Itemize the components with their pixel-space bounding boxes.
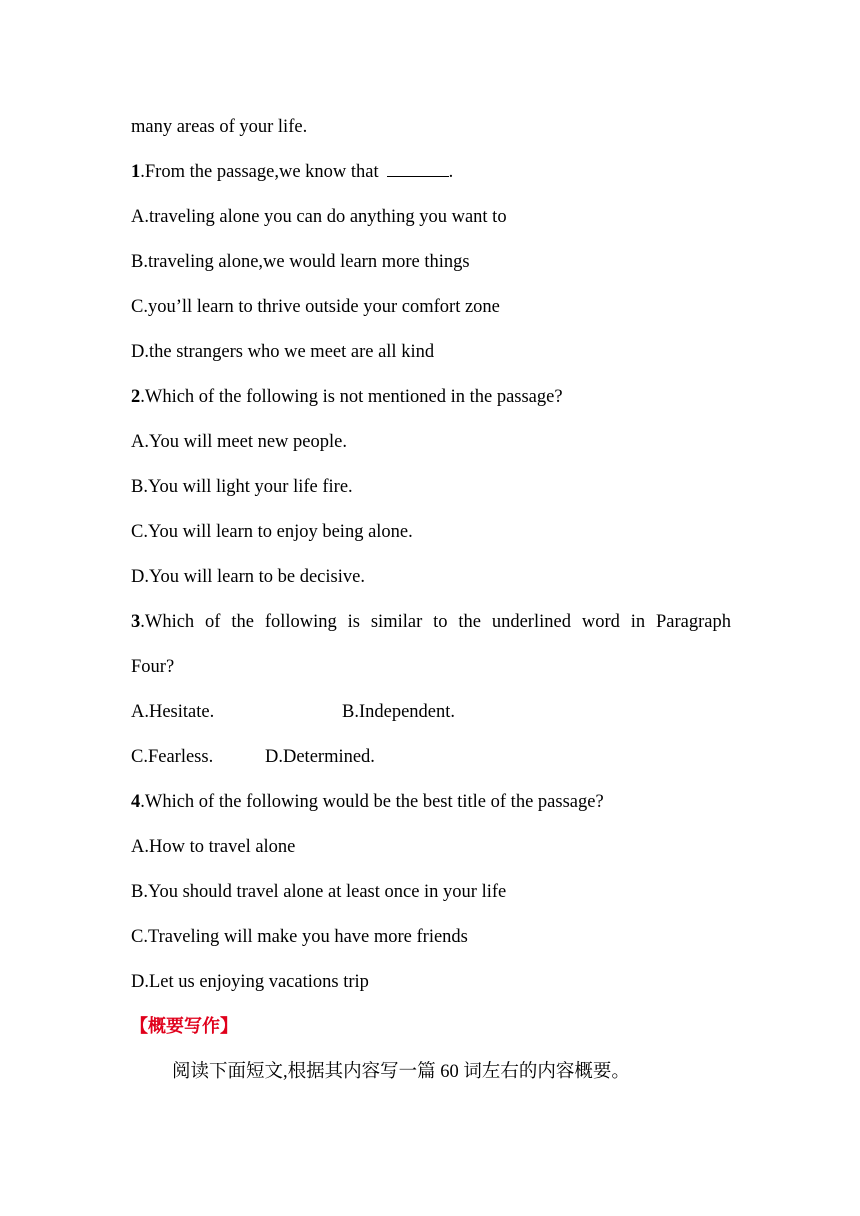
- passage-tail: many areas of your life.: [131, 117, 308, 137]
- question-4-option-a: A.How to travel alone: [131, 837, 296, 857]
- document-page: [131, 113, 731, 1103]
- question-2-option-d: D.You will learn to be decisive.: [131, 567, 365, 587]
- question-text: .From the passage,we know that: [140, 162, 379, 182]
- question-1-option-c: C.you’ll learn to thrive outside your comfort zone: [131, 297, 500, 317]
- question-3-stem: [131, 608, 731, 653]
- section-heading: 【概要写作】: [130, 1016, 238, 1037]
- question-number: 4: [131, 792, 141, 812]
- question-3-option-a: A.Hesitate.: [131, 702, 215, 722]
- question-4-option-c: C.Traveling will make you have more friends: [131, 927, 468, 947]
- question-3-option-c: C.Fearless.: [131, 747, 214, 767]
- question-text: .Which of the following is not mentioned in the passage?: [140, 387, 563, 407]
- question-3-options-row-2: [131, 743, 731, 788]
- question-3-option-b: B.Independent.: [342, 702, 456, 722]
- question-4-stem: [131, 788, 731, 833]
- question-2-stem: [131, 383, 731, 428]
- question-3-option-d: D.Determined.: [265, 747, 375, 767]
- question-text: .Which of the following would be the best title of the passage?: [140, 792, 604, 812]
- answer-blank: [387, 160, 449, 177]
- blank-suffix: .: [448, 162, 454, 182]
- question-2-option-b: B.You will light your life fire.: [131, 477, 353, 497]
- section-instruction: 阅读下面短文,根据其内容写一篇 60 词左右的内容概要。: [172, 1062, 630, 1082]
- question-2-option-c: C.You will learn to enjoy being alone.: [131, 522, 413, 542]
- question-3-stem-continued: Four?: [131, 657, 175, 677]
- question-1-stem: [131, 158, 731, 203]
- question-3-options-row-1: [131, 698, 731, 743]
- question-1-option-a: A.traveling alone you can do anything you want to: [131, 207, 507, 227]
- question-4-option-b: B.You should travel alone at least once in your life: [131, 882, 507, 902]
- question-2-option-a: A.You will meet new people.: [131, 432, 347, 452]
- question-1-option-d: D.the strangers who we meet are all kind: [131, 342, 435, 362]
- question-1-option-b: B.traveling alone,we would learn more things: [131, 252, 470, 272]
- question-number: 1: [131, 162, 141, 182]
- question-number: 2: [131, 387, 141, 407]
- question-4-option-d: D.Let us enjoying vacations trip: [131, 972, 369, 992]
- question-number: 3: [131, 612, 141, 632]
- question-text: .Which of the following is similar to the underlined word in Paragraph: [140, 612, 731, 632]
